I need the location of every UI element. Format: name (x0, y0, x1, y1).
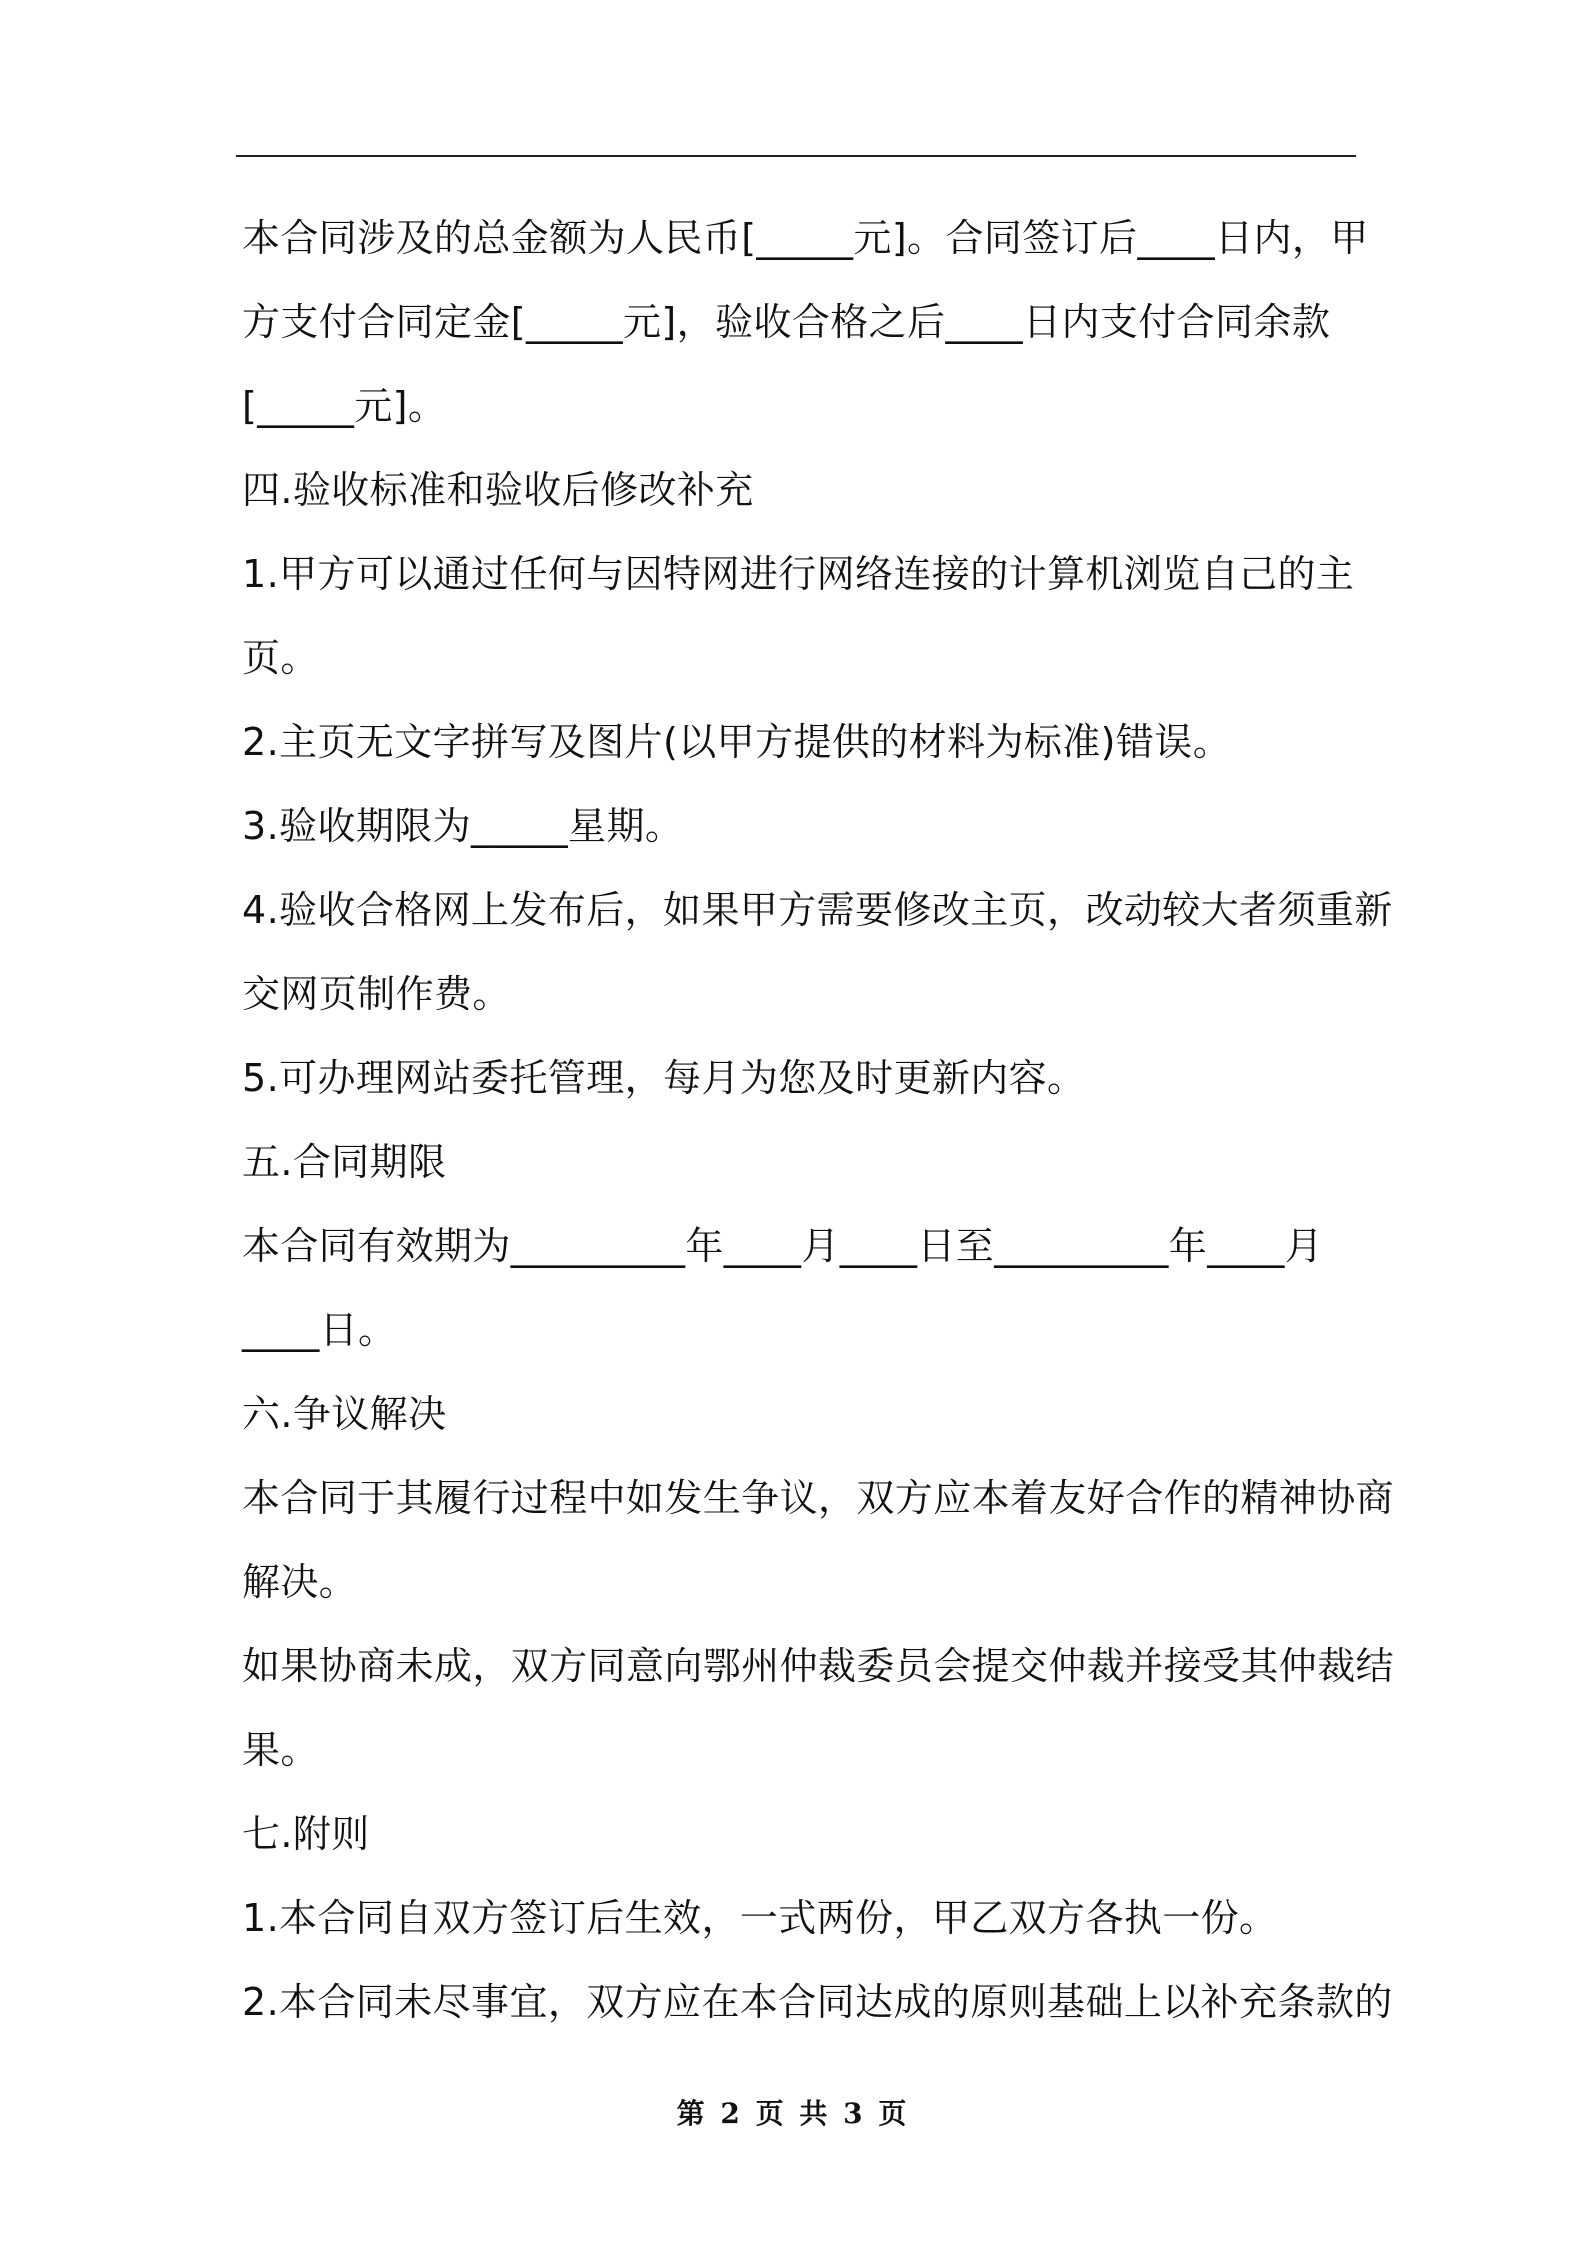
body-line: 本合同涉及的总金额为人民币[_____元]。合同签订后____日内，甲 (242, 216, 1369, 260)
section-heading: 六.争议解决 (242, 1392, 447, 1436)
body-line: 5.可办理网站委托管理，每月为您及时更新内容。 (242, 1056, 1086, 1100)
body-line: 本合同于其履行过程中如发生争议，双方应本着友好合作的精神协商 (242, 1476, 1395, 1520)
body-line: 2.主页无文字拼写及图片(以甲方提供的材料为标准)错误。 (242, 720, 1232, 764)
body-line: 果。 (242, 1728, 319, 1772)
body-line: 方支付合同定金[_____元]，验收合格之后____日内支付合同余款 (242, 300, 1331, 344)
body-line: 如果协商未成，双方同意向鄂州仲裁委员会提交仲裁并接受其仲裁结 (242, 1644, 1395, 1688)
body-line: 解决。 (242, 1560, 358, 1604)
body-line: 页。 (242, 636, 319, 680)
section-heading: 四.验收标准和验收后修改补充 (242, 468, 754, 512)
body-line: 4.验收合格网上发布后，如果甲方需要修改主页，改动较大者须重新 (242, 888, 1393, 932)
body-line: 3.验收期限为_____星期。 (242, 804, 684, 848)
body-line: 2.本合同未尽事宜，双方应在本合同达成的原则基础上以补充条款的 (242, 1980, 1393, 2024)
body-line: 交网页制作费。 (242, 972, 511, 1016)
page-number-footer: 第 2 页 共 3 页 (676, 2097, 910, 2130)
body-line: [_____元]。 (242, 384, 447, 428)
section-heading: 七.附则 (242, 1812, 370, 1856)
body-line: 本合同有效期为_________年____月____日至_________年____月 (242, 1224, 1324, 1268)
document-body (242, 196, 1395, 2044)
body-line: 1.本合同自双方签订后生效，一式两份，甲乙双方各执一份。 (242, 1896, 1278, 1940)
section-heading: 五.合同期限 (242, 1140, 447, 1184)
body-line: ____日。 (242, 1308, 397, 1352)
header-divider (236, 155, 1356, 157)
body-line: 1.甲方可以通过任何与因特网进行网络连接的计算机浏览自己的主 (242, 552, 1355, 596)
